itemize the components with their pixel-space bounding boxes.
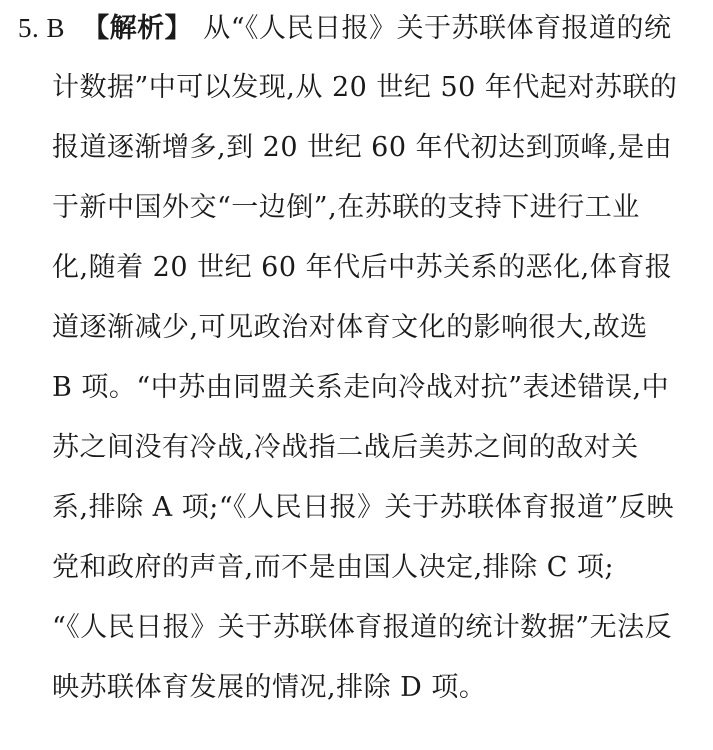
text-line-4: 于新中国外交“一边倒”,在苏联的支持下进行工业 xyxy=(52,192,640,223)
text-line-7: B 项。“中苏由同盟关系走向冷战对抗”表述错误,中 xyxy=(52,372,670,403)
text-line-8: 苏之间没有冷战,冷战指二战后美苏之间的敌对关 xyxy=(52,432,639,463)
text-line-3: 报道逐渐增多,到 20 世纪 60 年代初达到顶峰,是由 xyxy=(52,132,673,163)
text-line-1 xyxy=(18,8,708,48)
text-line-12: 映苏联体育发展的情况,排除 D 项。 xyxy=(52,672,487,703)
line-text: 从“《人民日报》关于苏联体育报道的统 xyxy=(203,13,672,44)
text-line-5: 化,随着 20 世纪 60 年代后中苏关系的恶化,体育报 xyxy=(52,252,673,283)
question-number: 5. B xyxy=(18,13,66,43)
text-line-9: 系,排除 A 项;“《人民日报》关于苏联体育报道”反映 xyxy=(52,492,674,523)
text-line-10: 党和政府的声音,而不是由国人决定,排除 C 项; xyxy=(52,552,615,583)
text-line-11: “《人民日报》关于苏联体育报道的统计数据”无法反 xyxy=(52,612,673,643)
text-line-6: 道逐渐减少,可见政治对体育文化的影响很大,故选 xyxy=(52,312,648,343)
text-line-2: 计数据”中可以发现,从 20 世纪 50 年代起对苏联的 xyxy=(52,72,678,103)
analysis-tag: 【解析】 xyxy=(82,13,193,44)
